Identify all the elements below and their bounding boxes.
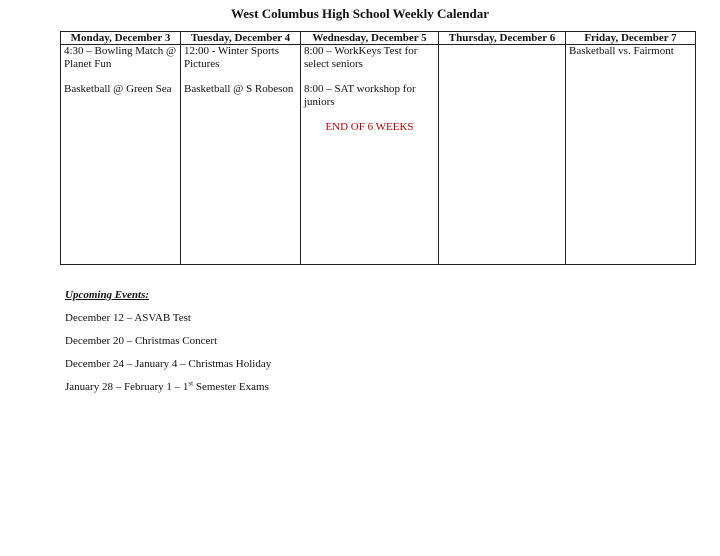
cell-monday <box>61 45 181 265</box>
upcoming-event-text: January 28 – February 1 – 1 <box>65 381 189 393</box>
event-entry: Basketball vs. Fairmont <box>569 45 674 57</box>
upcoming-event-item: December 24 – January 4 – Christmas Holiday <box>65 358 272 370</box>
calendar-header-row <box>61 32 696 45</box>
event-entry: 4:30 – Bowling Match @ Planet Fun <box>64 45 177 70</box>
event-entry: 8:00 – SAT workshop for juniors <box>304 83 416 108</box>
calendar-title: West Columbus High School Weekly Calendar <box>231 6 489 21</box>
event-entry: Basketball @ S Robeson <box>184 83 294 95</box>
event-entry: Basketball @ Green Sea <box>64 83 172 95</box>
upcoming-event-text: Semester Exams <box>193 381 269 393</box>
calendar-body-row <box>61 45 696 265</box>
upcoming-events-heading: Upcoming Events: <box>65 289 150 301</box>
upcoming-events-section <box>65 289 271 404</box>
cell-wednesday <box>301 45 439 265</box>
header-wednesday: Wednesday, December 5 <box>301 32 439 45</box>
cell-tuesday <box>181 45 301 265</box>
upcoming-event-item: December 20 – Christmas Concert <box>65 335 218 347</box>
header-friday: Friday, December 7 <box>566 32 696 45</box>
cell-friday <box>566 45 696 265</box>
cell-thursday <box>439 45 566 265</box>
ordinal-suffix: st <box>188 379 194 388</box>
event-entry: 8:00 – WorkKeys Test for select seniors <box>304 45 418 70</box>
header-thursday: Thursday, December 6 <box>439 32 566 45</box>
header-monday: Monday, December 3 <box>61 32 181 45</box>
event-entry: 12:00 - Winter Sports Pictures <box>184 45 279 70</box>
header-tuesday: Tuesday, December 4 <box>181 32 301 45</box>
upcoming-event-item: December 12 – ASVAB Test <box>65 312 191 324</box>
upcoming-event-item <box>65 381 271 394</box>
end-of-six-weeks-notice: END OF 6 WEEKS <box>325 121 414 133</box>
weekly-calendar-table <box>60 31 696 265</box>
